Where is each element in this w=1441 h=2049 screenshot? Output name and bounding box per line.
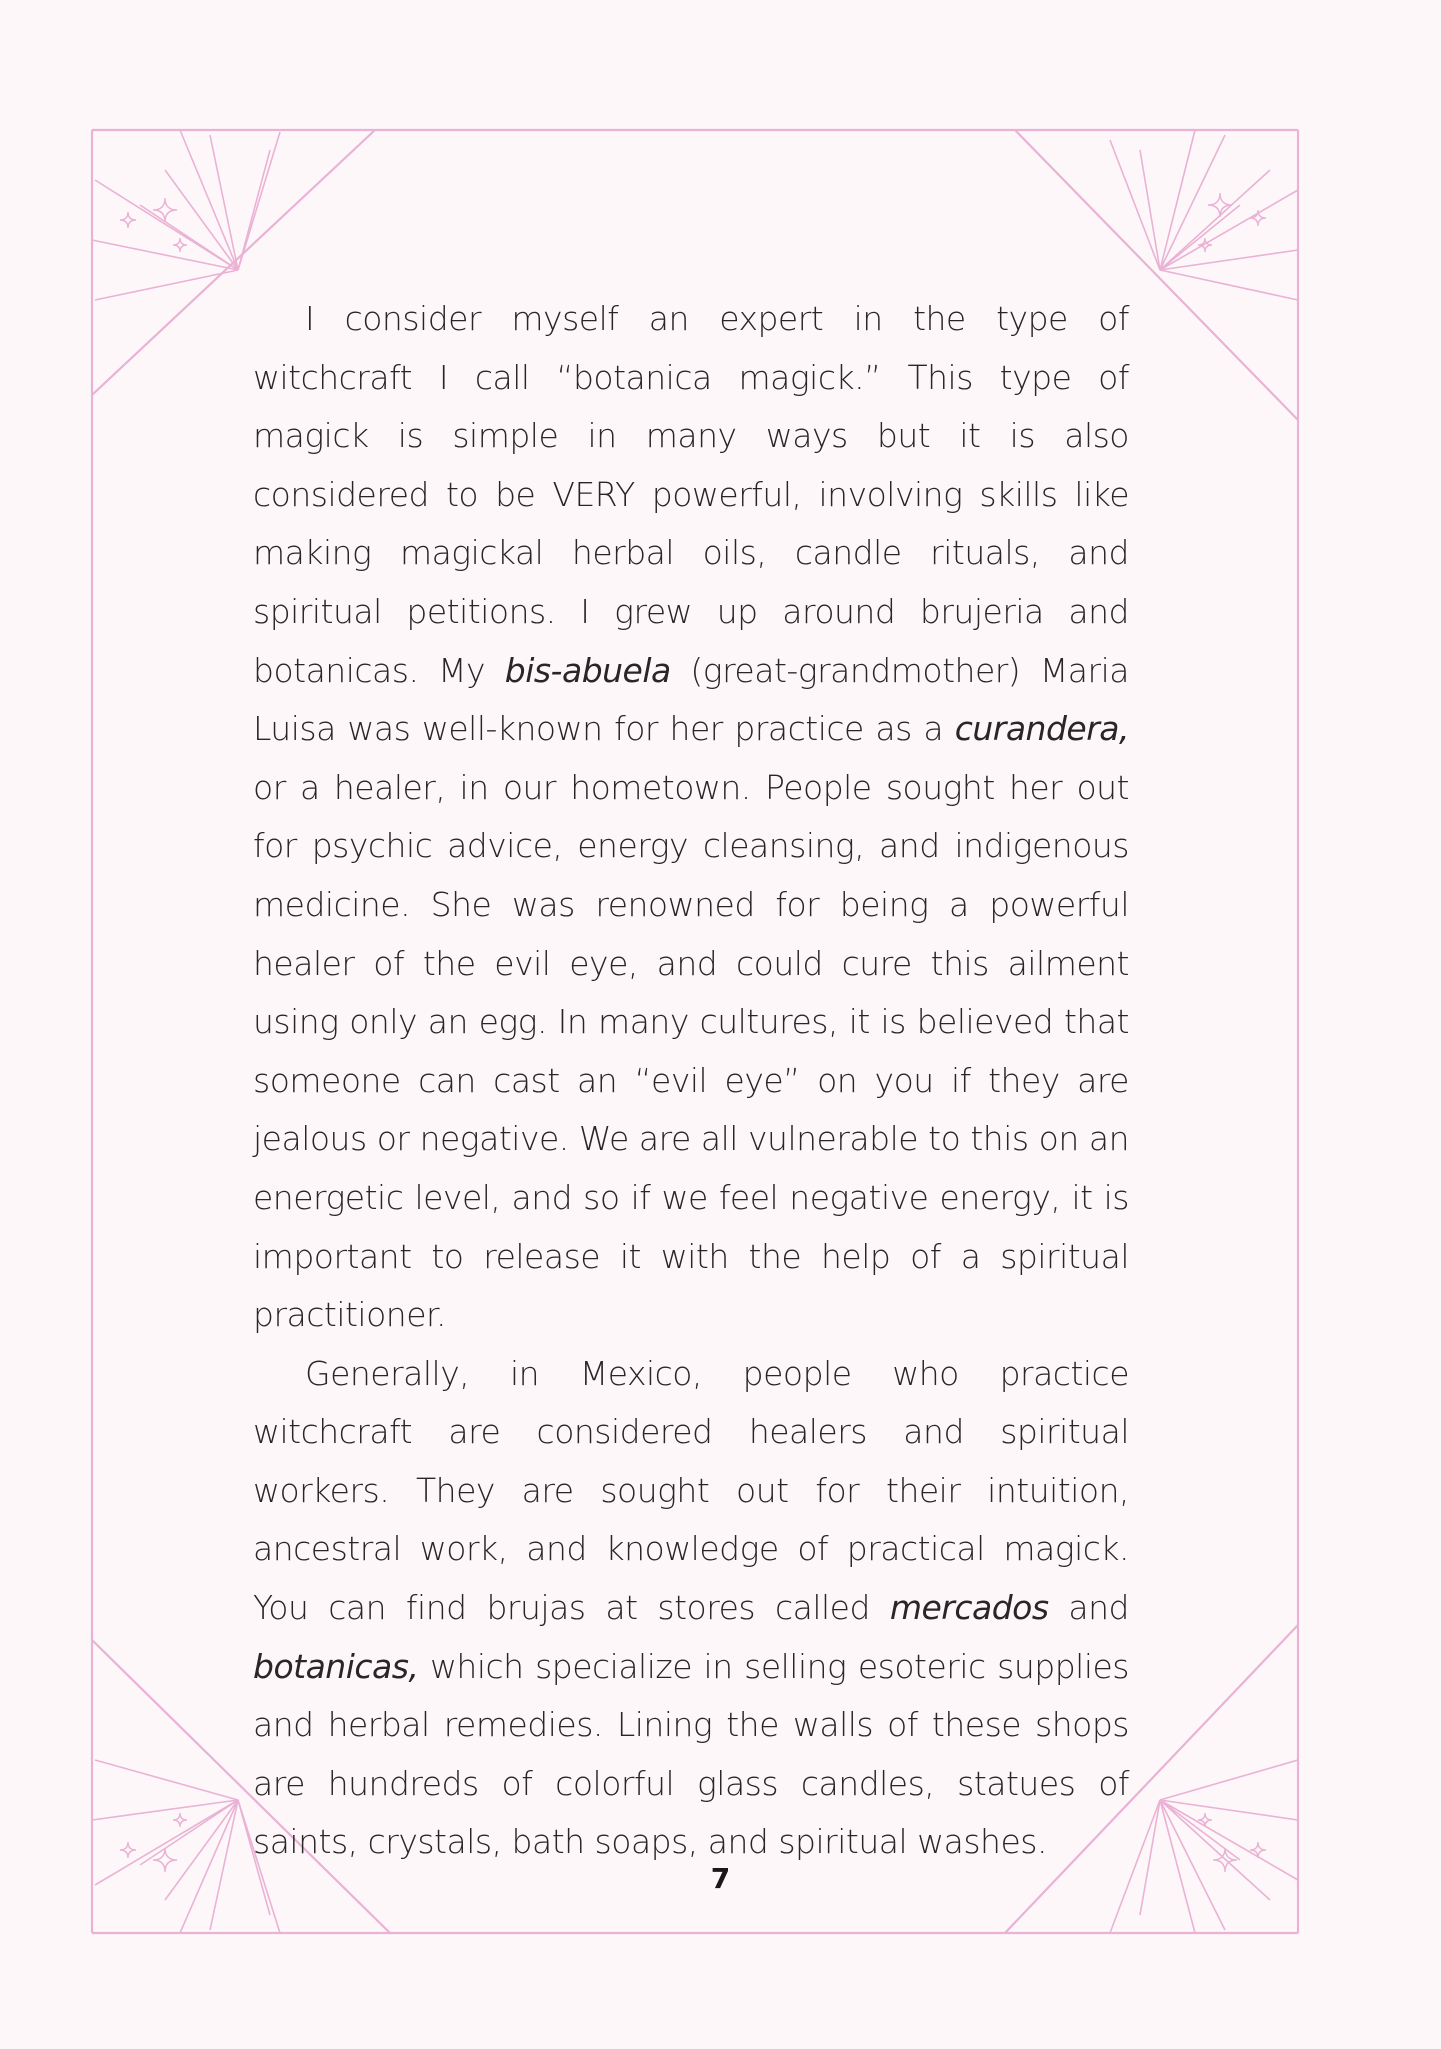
- sparkle-icon: [1250, 1842, 1266, 1858]
- corner-burst-bottom-left: [95, 1760, 238, 1800]
- paragraph: [253, 1345, 1129, 1872]
- corner-burst-bottom-right: [1160, 1800, 1240, 1860]
- sparkle-icon: [120, 212, 136, 228]
- sparkle-icon: [1198, 1813, 1212, 1827]
- corner-burst-top-right: [1160, 130, 1195, 270]
- corner-burst-top-right: [1110, 140, 1160, 270]
- sparkle-icon: [1250, 210, 1266, 226]
- corner-burst-top-left: [180, 130, 238, 270]
- corner-burst-top-right: [1140, 150, 1160, 270]
- corner-burst-bottom-right: [1140, 1800, 1160, 1915]
- corner-burst-top-right: [1160, 270, 1298, 300]
- italic-term: botanicas,: [253, 1646, 419, 1686]
- text-run: Generally, in Mexico, people who practice witchcraft are considered healers and spiritual workers. They are sought out for their intuition, ancestral work, and knowledge of practical magick. You can find brujas at stores called: [253, 1353, 1129, 1628]
- sparkle-icon: [120, 1842, 136, 1858]
- corner-burst-bottom-left: [92, 1800, 238, 1820]
- paragraph: [253, 290, 1129, 1345]
- text-run: and: [1048, 1588, 1130, 1628]
- italic-term: curandera,: [954, 709, 1129, 749]
- page-number: 7: [710, 1862, 731, 1895]
- corner-burst-bottom-right: [1160, 1760, 1298, 1800]
- body-text: [253, 290, 1129, 1872]
- corner-burst-top-left: [238, 150, 270, 270]
- corner-burst-top-right: [1160, 190, 1298, 270]
- text-run: which specialize in selling esoteric supplies and herbal remedies. Lining the walls of these shops are hundreds of colorful glass candles, statues of saints, crystals, bath soaps, and spiritual washes.: [253, 1646, 1129, 1862]
- corner-burst-bottom-right: [1160, 1800, 1298, 1820]
- text-run: (great-grandmother) Maria Luisa was well-known for her practice as a: [253, 650, 1129, 749]
- text-run: or a healer, in our hometown. People sought her out for psychic advice, energy cleansing, and indigenous medicine. She was renowned for being a powerful healer of the evil eye, and could cure this ailment using only an egg. In many cultures, it is believed that someone can cast an “evil eye” on you if they are jealous or negative. We are all vulnerable to this on an energetic level, and so if we feel negative energy, it is important to release it with the help of a spiritual practitioner.: [253, 767, 1129, 1335]
- sparkle-icon: [173, 238, 187, 252]
- sparkle-icon: [1198, 238, 1212, 252]
- corner-burst-top-left: [95, 270, 238, 300]
- italic-term: bis-abuela: [504, 650, 671, 690]
- text-run: I consider myself an expert in the type of witchcraft I call “botanica magick.” This type of magick is simple in many ways but it is also considered to be VERY powerful, involving skills like making magickal herbal oils, candle rituals, and spiritual petitions. I grew up around brujeria and botanicas. My: [253, 299, 1129, 690]
- corner-burst-top-right: [1160, 170, 1270, 270]
- sparkle-icon: [173, 1813, 187, 1827]
- italic-term: mercados: [889, 1588, 1049, 1628]
